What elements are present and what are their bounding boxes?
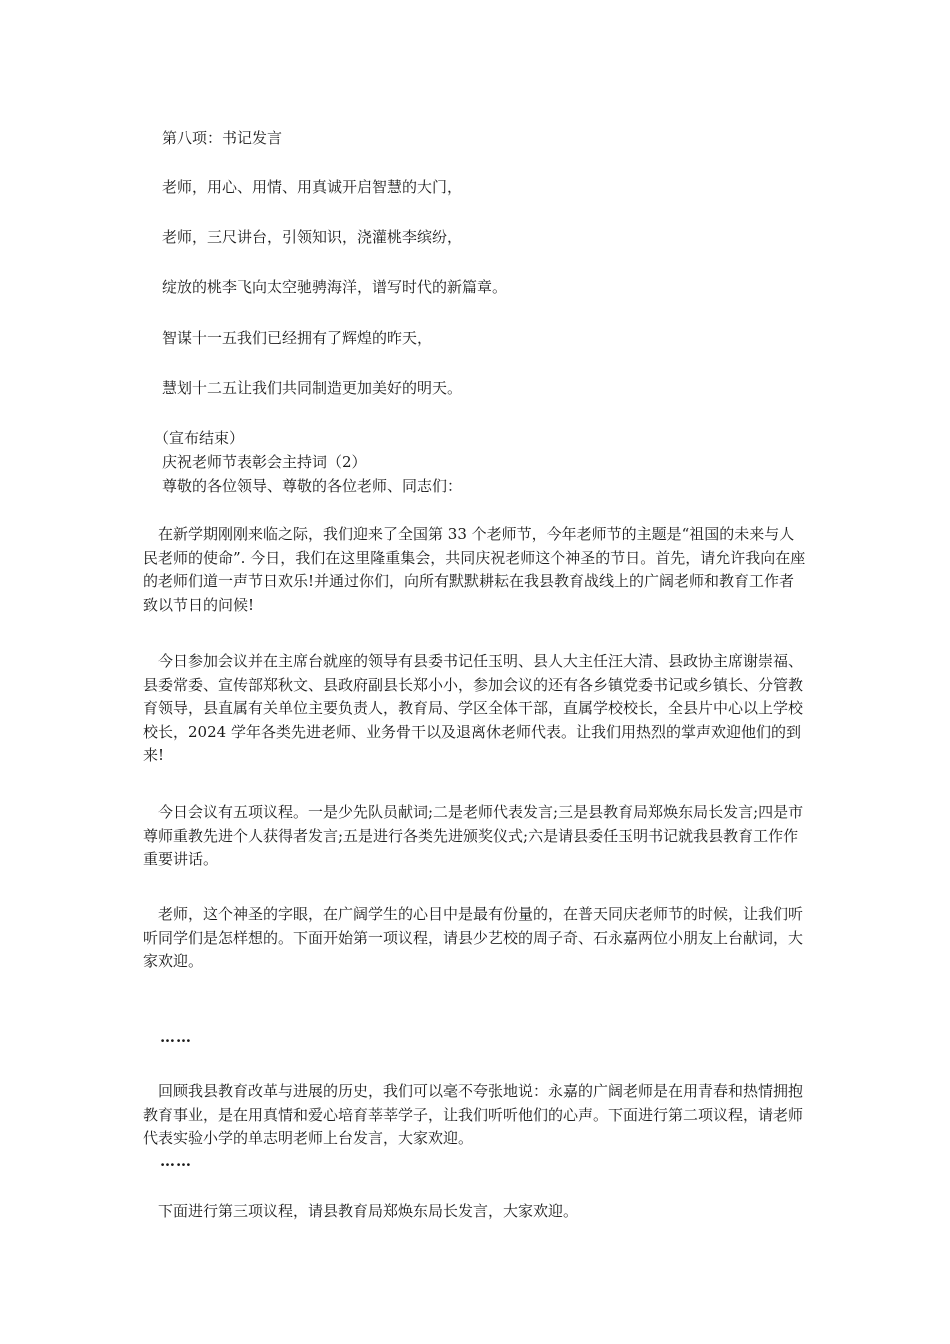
paragraph-attendees: 今日参加会议并在主席台就座的领导有县委书记任玉明、县人大主任汪大清、县政协主席谢崇福、县委常委、宣传部郑秋文、县政府副县长郑小小，参加会议的还有各乡镇党委书记或乡镇长、分管教育领导，县直属有关单位主要负责人，教育局、学区全体干部，直属学校校长，全县片中心以上学校校长，2024 学年各类先进老师、业务骨干以及退离休老师代表。让我们用热烈的掌声欢迎他们的到来! [143,652,804,764]
document-title: 庆祝老师节表彰会主持词（2） [162,453,367,471]
paragraph-third-item: 下面进行第三项议程，请县教育局郑焕东局长发言，大家欢迎。 [158,1202,579,1220]
end-note: （宣布结束） [154,429,245,447]
poem-line-3: 绽放的桃李飞向太空驰骋海洋，谱写时代的新篇章。 [162,278,508,296]
paragraph-review: 回顾我县教育改革与进展的历史，我们可以毫不夸张地说：永嘉的广阔老师是在用青春和热情拥抱教育事业，是在用真情和爱心培育莘莘学子，让我们听听他们的心声。下面进行第二项议程，请老师代表实验小学的单志明老师上台发言，大家欢迎。 [143,1082,804,1147]
agenda-item-eight: 第八项：书记发言 [162,129,283,147]
paragraph-opening: 在新学期刚刚来临之际，我们迎来了全国第 33 个老师节，今年老师节的主题是“祖国的未来与人民老师的使命”. 今日，我们在这里隆重集会，共同庆祝老师这个神圣的节日。首先，请允许我向在座的老师们道一声节日欢乐!并通过你们，向所有默默耕耘在我县教育战线上的广阔老师和教育工作者致以节日的问候! [143,525,806,614]
paragraph-agenda: 今日会议有五项议程。一是少先队员献词;二是老师代表发言;三是县教育局郑焕东局长发言;四是市尊师重教先进个人获得者发言;五是进行各类先进颁奖仪式;六是请县委任玉明书记就我县教育工作作重要讲话。 [143,803,804,868]
poem-line-1: 老师，用心、用情、用真诚开启智慧的大门， [162,178,463,196]
paragraph-first-item: 老师，这个神圣的字眼，在广阔学生的心目中是最有份量的，在普天同庆老师节的时候，让我们听听同学们是怎样想的。下面开始第一项议程，请县少艺校的周子奇、石永嘉两位小朋友上台献词，大家欢迎。 [143,905,804,970]
poem-line-2: 老师，三尺讲台，引领知识，浇灌桃李缤纷， [162,228,463,246]
salutation: 尊敬的各位领导、尊敬的各位老师、同志们： [162,477,463,495]
poem-line-4: 智谋十一五我们已经拥有了辉煌的昨天， [162,329,433,347]
ellipsis-separator: …… [160,1028,192,1046]
poem-line-5: 慧划十二五让我们共同制造更加美好的明天。 [162,379,463,397]
ellipsis-separator: …… [160,1152,192,1170]
